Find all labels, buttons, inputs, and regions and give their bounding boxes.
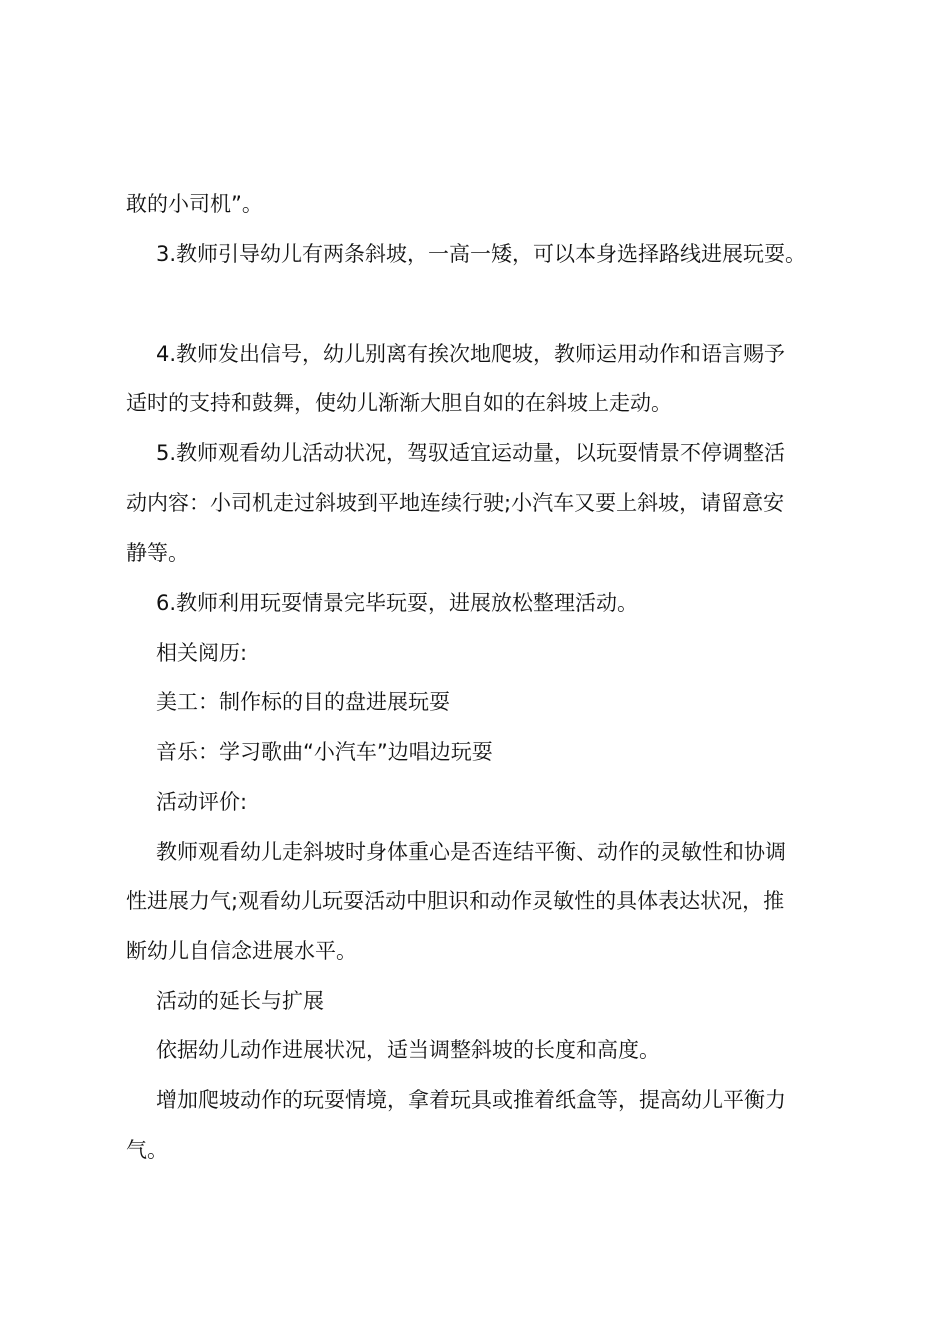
text-line: 3.教师引导幼儿有两条斜坡，一高一矮，可以本身选择路线进展玩耍。 <box>156 242 807 266</box>
text-line: 性进展力气;观看幼儿玩耍活动中胆识和动作灵敏性的具体表达状况，推 <box>126 889 785 913</box>
text-line: 气。 <box>126 1138 168 1162</box>
text-line: 敢的小司机”。 <box>126 192 263 216</box>
text-line: 动内容：小司机走过斜坡到平地连续行驶;小汽车又要上斜坡，请留意安 <box>126 491 785 515</box>
text-line: 教师观看幼儿走斜坡时身体重心是否连结平衡、动作的灵敏性和协调 <box>156 840 786 864</box>
text-line: 4.教师发出信号，幼儿别离有挨次地爬坡，教师运用动作和语言赐予 <box>156 342 786 366</box>
section-heading: 活动评价: <box>156 790 248 814</box>
text-line: 5.教师观看幼儿活动状况，驾驭适宜运动量，以玩耍情景不停调整活 <box>156 441 786 465</box>
text-line: 静等。 <box>126 541 189 565</box>
text-line: 美工：制作标的目的盘进展玩耍 <box>156 690 450 714</box>
section-heading: 相关阅历: <box>156 641 248 665</box>
section-heading: 活动的延长与扩展 <box>156 989 324 1013</box>
text-line: 适时的支持和鼓舞，使幼儿渐渐大胆自如的在斜坡上走动。 <box>126 391 672 415</box>
text-line: 6.教师利用玩耍情景完毕玩耍，进展放松整理活动。 <box>156 591 639 615</box>
text-line: 增加爬坡动作的玩耍情境，拿着玩具或推着纸盒等，提高幼儿平衡力 <box>156 1088 786 1112</box>
text-line: 依据幼儿动作进展状况，适当调整斜坡的长度和高度。 <box>156 1038 660 1062</box>
text-line: 音乐：学习歌曲“小汽车”边唱边玩耍 <box>156 740 493 764</box>
text-line: 断幼儿自信念进展水平。 <box>126 939 357 963</box>
